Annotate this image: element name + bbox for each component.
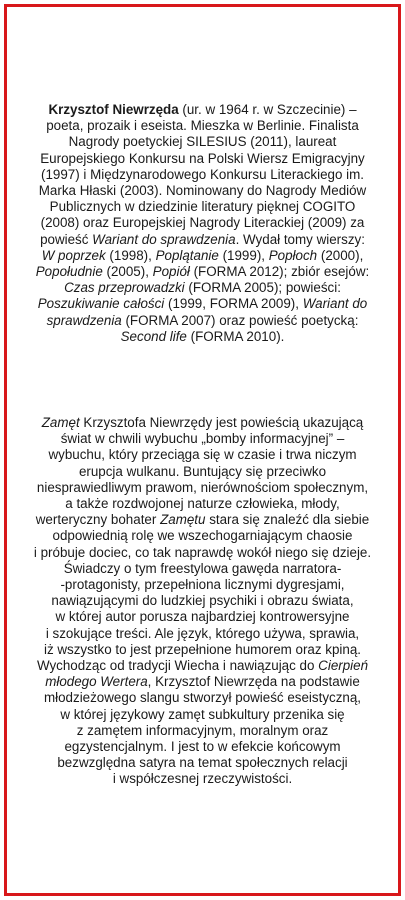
text-segment: powieść bbox=[40, 231, 93, 247]
text-segment: odpowiednią rolę we wszechogarniającym chaosie bbox=[52, 528, 353, 544]
text-segment: nawiązującymi do ludzkiej psychiki i obrazu świata, bbox=[51, 593, 354, 609]
title-italic: Zamęt bbox=[41, 415, 80, 430]
text-line bbox=[9, 723, 396, 739]
text-line bbox=[9, 183, 396, 199]
text-segment: erupcja wulkanu. Buntujący się przeciwko bbox=[78, 463, 327, 479]
text-segment: i próbuje dociec, co tak naprawdę wokół niego się dzieje. bbox=[33, 544, 372, 560]
text-line bbox=[9, 329, 396, 345]
text-line bbox=[9, 707, 396, 723]
text-segment: (1999, FORMA 2009), bbox=[164, 296, 303, 312]
text-line bbox=[9, 739, 396, 755]
text-segment: egzystencjalnym. I jest to w efekcie końcowym bbox=[64, 739, 341, 755]
text-segment: bezwzględna satyra na temat społecznych relacji bbox=[57, 755, 348, 771]
text-segment: (FORMA 2007) oraz powieść poetycką: bbox=[121, 312, 359, 328]
text-segment: Wychodząc od tradycji Wiecha i nawiązując do bbox=[36, 658, 319, 674]
text-line bbox=[9, 199, 396, 215]
text-line bbox=[9, 313, 396, 329]
book-description bbox=[9, 415, 396, 788]
text-line bbox=[9, 658, 396, 674]
text-segment: z zamętem informacyjnym, moralnym oraz bbox=[76, 722, 329, 738]
text-line bbox=[9, 561, 396, 577]
text-segment: świat w chwili wybuchu „bomby informacyjnej” – bbox=[60, 431, 345, 447]
text-line bbox=[9, 771, 396, 787]
text-line bbox=[9, 118, 396, 134]
text-line bbox=[9, 755, 396, 771]
text-line bbox=[9, 464, 396, 480]
text-segment: Europejskiego Konkursu na Polski Wiersz Emigracyjny bbox=[40, 150, 365, 166]
text-line bbox=[9, 296, 396, 312]
text-segment: poeta, prozaik i eseista. Mieszka w Berlinie. Finalista bbox=[46, 118, 359, 134]
text-line bbox=[9, 232, 396, 248]
text-line bbox=[9, 151, 396, 167]
text-line bbox=[9, 674, 396, 690]
title-italic: Poplątanie bbox=[155, 247, 219, 263]
text-segment: . Wydał tomy wierszy: bbox=[235, 231, 365, 247]
text-segment: młodzieżowego slangu stworzył powieść eseistyczną, bbox=[43, 690, 362, 706]
text-segment: niesprawiedliwym prawom, nierównościom społecznym, bbox=[36, 479, 369, 495]
text-line bbox=[9, 577, 396, 593]
text-segment: (FORMA 2005); powieści: bbox=[184, 280, 341, 296]
text-segment: Publicznych w dziedzinie literatury pięknej COGITO bbox=[49, 199, 356, 215]
text-line bbox=[9, 134, 396, 150]
text-line bbox=[9, 642, 396, 658]
text-line bbox=[9, 593, 396, 609]
text-segment: (FORMA 2012); zbiór esejów: bbox=[189, 264, 370, 280]
text-segment: (2000), bbox=[317, 247, 364, 263]
text-segment: a także rozdwojonej naturze człowieka, młody, bbox=[65, 496, 340, 512]
text-line bbox=[9, 447, 396, 463]
title-italic: Cierpień bbox=[318, 658, 369, 674]
text-line bbox=[9, 480, 396, 496]
text-segment: Nagrody poetyckiej SILESIUS (2011), laureat bbox=[68, 134, 337, 150]
text-line bbox=[9, 609, 396, 625]
text-line bbox=[9, 167, 396, 183]
text-line bbox=[9, 690, 396, 706]
author-name: Krzysztof Niewrzęda bbox=[48, 102, 179, 117]
text-segment: wybuchu, który przeciąga się w czasie i trwa niczym bbox=[48, 447, 357, 463]
text-segment: Krzysztofa Niewrzędy jest powieścią ukazującą bbox=[79, 415, 364, 430]
title-italic: Second life bbox=[120, 328, 187, 344]
text-segment: i współczesnej rzeczywistości. bbox=[112, 771, 293, 787]
text-segment: -protagonisty, przepełniona licznymi dygresjami, bbox=[60, 577, 345, 593]
text-line bbox=[9, 512, 396, 528]
title-italic: Poszukiwanie całości bbox=[37, 296, 165, 312]
text-segment: Świadczy o tym freestylowa gawęda narratora- bbox=[63, 560, 342, 576]
text-line bbox=[9, 280, 396, 296]
text-line bbox=[9, 102, 396, 118]
text-segment: Marka Hłaski (2003). Nominowany do Nagrody Mediów bbox=[38, 183, 367, 199]
text-line bbox=[9, 248, 396, 264]
title-italic: Popołudnie bbox=[35, 264, 103, 280]
title-italic: Popłoch bbox=[268, 247, 318, 263]
text-segment: (1999), bbox=[218, 247, 269, 263]
text-line bbox=[9, 496, 396, 512]
text-segment: stara się znaleźć dla siebie bbox=[205, 512, 370, 528]
text-line bbox=[9, 545, 396, 561]
title-italic: W poprzek bbox=[41, 247, 106, 263]
text-line bbox=[9, 528, 396, 544]
text-segment: (1998), bbox=[105, 247, 156, 263]
title-italic: sprawdzenia bbox=[46, 312, 122, 328]
text-line bbox=[9, 264, 396, 280]
title-italic: młodego Wertera bbox=[45, 674, 148, 690]
text-segment: (2008) oraz Europejskiej Nagrody Literackiej (2009) za bbox=[40, 215, 365, 231]
text-line bbox=[9, 215, 396, 231]
title-italic: Wariant do bbox=[302, 296, 368, 312]
text-segment: (1997) i Międzynarodowego Konkursu Literackiego im. bbox=[40, 166, 365, 182]
text-segment: werteryczny bohater bbox=[35, 512, 161, 528]
text-segment: (FORMA 2010). bbox=[186, 328, 285, 344]
title-italic: Czas przeprowadzki bbox=[64, 280, 185, 296]
title-italic: Wariant do sprawdzenia bbox=[92, 231, 236, 247]
text-segment: (2005), bbox=[102, 264, 153, 280]
text-line bbox=[9, 415, 396, 431]
title-italic: Zamętu bbox=[160, 512, 206, 528]
text-segment: (ur. w 1964 r. w Szczecinie) – bbox=[178, 102, 357, 117]
text-segment: w której autor porusza najbardziej kontrowersyjne bbox=[55, 609, 350, 625]
text-segment: , Krzysztof Niewrzęda na podstawie bbox=[147, 674, 360, 690]
title-italic: Popiół bbox=[152, 264, 190, 280]
author-bio bbox=[9, 102, 396, 345]
text-line bbox=[9, 431, 396, 447]
text-segment: iż wszystko to jest przepełnione humorem oraz kpiną. bbox=[43, 641, 362, 657]
text-segment: i szokujące treści. Ale język, którego używa, sprawia, bbox=[45, 625, 360, 641]
text-segment: w której językowy zamęt subkultury przenika się bbox=[60, 706, 345, 722]
text-line bbox=[9, 626, 396, 642]
